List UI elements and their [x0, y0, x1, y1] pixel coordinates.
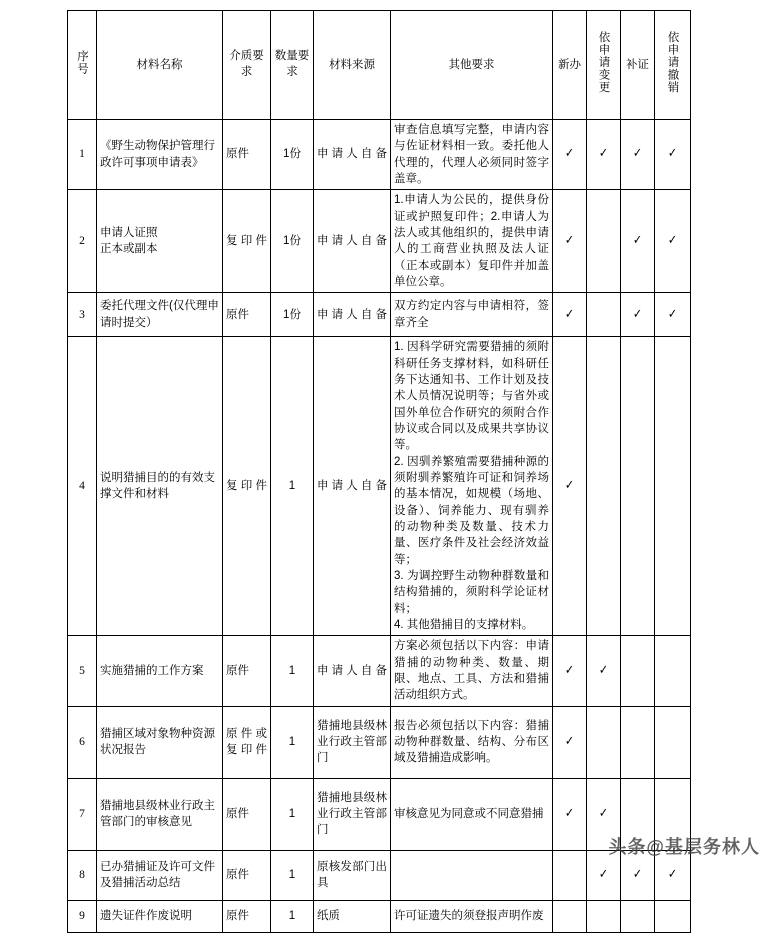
cell-reissue-certificate — [621, 900, 655, 932]
cell-material-source: 申请人自备 — [314, 120, 391, 190]
table-row — [68, 900, 691, 932]
material-name-line: 猎捕地县级林业行政主管部门的审核意见 — [100, 799, 215, 828]
cell-medium-requirement: 原件 — [223, 900, 271, 932]
cell-new-application — [553, 120, 587, 190]
header-material-source — [314, 11, 391, 120]
empty-cell-marker — [637, 918, 638, 919]
header-quantity-requirement-label: 数量要求 — [274, 50, 310, 78]
table-row — [68, 293, 691, 337]
cell-revoke-on-request — [655, 636, 691, 706]
cell-revoke-on-request — [655, 778, 691, 850]
cell-medium-requirement: 原件 — [223, 120, 271, 190]
other-requirement-line: 审查信息填写完整，申请内容与佐证材料相一致。委托他人代理的，代理人必须同时签字盖章。 — [394, 124, 549, 185]
check-mark-icon: ✓ — [564, 478, 575, 494]
cell-change-on-request — [587, 706, 621, 778]
cell-other-requirements — [391, 636, 553, 706]
cell-revoke-on-request — [655, 337, 691, 636]
cell-other-requirements — [391, 337, 553, 636]
header-other-requirements — [391, 11, 553, 120]
material-name-line: 正本或副本 — [100, 243, 158, 256]
other-requirement-line: 报告必须包括以下内容：猎捕动物种群数量、结构、分布区域及猎捕造成影响。 — [394, 719, 549, 765]
other-requirement-line: 1.申请人为公民的，提供身份证或护照复印件；2.申请人为法人或其他组织的，提供申请人的工商营业执照及法人证（正本或副本）复印件并加盖单位公章。 — [394, 194, 549, 288]
cell-medium-requirement: 原件 — [223, 636, 271, 706]
cell-material-name — [97, 636, 223, 706]
cell-reissue-certificate — [621, 778, 655, 850]
cell-new-application — [553, 293, 587, 337]
cell-material-source: 申请人自备 — [314, 636, 391, 706]
check-mark-icon: ✓ — [632, 233, 643, 249]
cell-change-on-request — [587, 778, 621, 850]
cell-revoke-on-request — [655, 190, 691, 293]
check-mark-icon: ✓ — [632, 306, 643, 322]
cell-quantity-requirement: 1 — [271, 778, 314, 850]
empty-cell-marker — [672, 918, 673, 919]
cell-seq: 1 — [68, 120, 97, 190]
cell-new-application — [553, 850, 587, 900]
cell-material-source: 申请人自备 — [314, 337, 391, 636]
check-mark-icon: ✓ — [564, 146, 575, 162]
cell-quantity-requirement: 1 — [271, 636, 314, 706]
cell-new-application — [553, 706, 587, 778]
cell-other-requirements — [391, 706, 553, 778]
cell-other-requirements — [391, 293, 553, 337]
cell-quantity-requirement: 1 — [271, 706, 314, 778]
cell-reissue-certificate — [621, 337, 655, 636]
table-row — [68, 120, 691, 190]
cell-change-on-request — [587, 850, 621, 900]
material-name-line: 说明猎捕目的的有效支撑文件和材料 — [100, 471, 215, 501]
header-revoke-on-request-label: 依申请撤销 — [666, 31, 679, 94]
header-material-name — [97, 11, 223, 120]
cell-new-application — [553, 337, 587, 636]
header-medium-requirement-label: 介质要求 — [229, 50, 264, 78]
cell-seq: 7 — [68, 778, 97, 850]
cell-reissue-certificate — [621, 636, 655, 706]
table-row — [68, 337, 691, 636]
header-quantity-requirement — [271, 11, 314, 120]
table-row — [68, 706, 691, 778]
cell-reissue-certificate — [621, 120, 655, 190]
check-mark-icon: ✓ — [667, 306, 678, 322]
check-mark-icon: ✓ — [564, 233, 575, 249]
cell-change-on-request — [587, 337, 621, 636]
cell-new-application — [553, 900, 587, 932]
other-requirement-line: 方案必须包括以下内容：申请猎捕的动物种类、数量、期限、地点、工具、方法和猎捕活动组织方式。 — [394, 640, 549, 702]
material-name-line: 已办猎捕证及许可文件及猎捕活动总结 — [100, 860, 215, 889]
cell-material-name — [97, 120, 223, 190]
header-seq — [68, 11, 97, 120]
material-name-line: 委托代理文件(仅代理申请时提交） — [100, 300, 219, 329]
check-mark-icon: ✓ — [598, 866, 609, 882]
header-reissue-certificate — [621, 11, 655, 120]
table-row — [68, 190, 691, 293]
cell-other-requirements — [391, 850, 553, 900]
cell-revoke-on-request — [655, 900, 691, 932]
empty-cell-marker — [672, 816, 673, 817]
check-mark-icon: ✓ — [598, 805, 609, 821]
header-seq-label: 序号 — [76, 49, 89, 75]
check-mark-icon: ✓ — [564, 805, 575, 821]
header-medium-requirement — [223, 11, 271, 120]
empty-cell-marker — [603, 317, 604, 318]
other-requirement-line: 审核意见为同意或不同意猎捕 — [394, 807, 544, 820]
cell-material-source: 原核发部门出具 — [314, 850, 391, 900]
application-materials-table — [67, 10, 691, 933]
cell-change-on-request — [587, 293, 621, 337]
table-row — [68, 636, 691, 706]
check-mark-icon: ✓ — [667, 233, 678, 249]
cell-quantity-requirement: 1 — [271, 850, 314, 900]
header-other-requirements-label: 其他要求 — [448, 58, 495, 71]
cell-quantity-requirement: 1 — [271, 337, 314, 636]
empty-cell-marker — [672, 744, 673, 745]
cell-reissue-certificate — [621, 190, 655, 293]
cell-seq: 9 — [68, 900, 97, 932]
material-name-line: 猎捕区域对象物种资源状况报告 — [100, 727, 215, 756]
check-mark-icon: ✓ — [564, 306, 575, 322]
cell-seq: 2 — [68, 190, 97, 293]
cell-reissue-certificate — [621, 850, 655, 900]
empty-cell-marker — [672, 673, 673, 674]
cell-seq: 3 — [68, 293, 97, 337]
cell-other-requirements — [391, 778, 553, 850]
empty-cell-marker — [637, 673, 638, 674]
empty-cell-marker — [603, 744, 604, 745]
cell-seq: 8 — [68, 850, 97, 900]
empty-cell-marker — [603, 243, 604, 244]
header-revoke-on-request — [655, 11, 691, 120]
header-row — [68, 11, 691, 120]
cell-material-name — [97, 190, 223, 293]
check-mark-icon: ✓ — [632, 866, 643, 882]
empty-cell-marker — [637, 816, 638, 817]
material-name-line: 《野生动物保护管理行政许可事项申请表》 — [100, 140, 215, 169]
cell-new-application — [553, 778, 587, 850]
cell-other-requirements — [391, 120, 553, 190]
table-header — [68, 11, 691, 120]
cell-seq: 5 — [68, 636, 97, 706]
cell-reissue-certificate — [621, 293, 655, 337]
check-mark-icon: ✓ — [598, 146, 609, 162]
material-name-line: 申请人证照 — [100, 226, 158, 239]
cell-material-source: 纸质 — [314, 900, 391, 932]
cell-material-name — [97, 293, 223, 337]
cell-quantity-requirement: 1 — [271, 900, 314, 932]
table-body — [68, 120, 691, 933]
cell-change-on-request — [587, 190, 621, 293]
empty-cell-marker — [637, 744, 638, 745]
empty-cell-marker — [569, 877, 570, 878]
cell-material-source: 猎捕地县级林业行政主管部门 — [314, 778, 391, 850]
other-requirement-line: 4. 其他猎捕目的支撑材料。 — [394, 618, 534, 631]
cell-other-requirements — [391, 190, 553, 293]
watermark: 头条@基层务林人 — [608, 837, 760, 857]
cell-new-application — [553, 636, 587, 706]
cell-medium-requirement: 复印件 — [223, 337, 271, 636]
other-requirement-line: 双方约定内容与申请相符，签章齐全 — [394, 300, 549, 329]
header-material-source-label: 材料来源 — [329, 58, 375, 71]
cell-medium-requirement: 原件或复印件 — [223, 706, 271, 778]
other-requirement-line: 1. 因科学研究需要猎捕的须附科研任务支撑材料，如科研任务下达通知书、工作计划及技术人员情况说明等；与省外或国外单位合作研究的须附合作协议或合同以及成果共享协议等。 — [394, 341, 549, 452]
cell-material-source: 申请人自备 — [314, 293, 391, 337]
cell-revoke-on-request — [655, 293, 691, 337]
cell-revoke-on-request — [655, 850, 691, 900]
cell-medium-requirement: 复印件 — [223, 190, 271, 293]
cell-material-name — [97, 850, 223, 900]
cell-revoke-on-request — [655, 706, 691, 778]
cell-revoke-on-request — [655, 120, 691, 190]
cell-new-application — [553, 190, 587, 293]
cell-change-on-request — [587, 900, 621, 932]
table-row — [68, 850, 691, 900]
cell-material-source: 申请人自备 — [314, 190, 391, 293]
other-requirement-line: 许可证遗失的须登报声明作废 — [394, 909, 544, 922]
check-mark-icon: ✓ — [598, 662, 609, 678]
cell-material-name — [97, 900, 223, 932]
cell-reissue-certificate — [621, 706, 655, 778]
empty-cell-marker — [603, 918, 604, 919]
other-requirement-line: 3. 为调控野生动物种群数量和结构猎捕的，须附科学论证材料； — [394, 569, 549, 615]
cell-change-on-request — [587, 636, 621, 706]
cell-medium-requirement: 原件 — [223, 850, 271, 900]
header-reissue-certificate-label: 补证 — [626, 58, 649, 71]
cell-other-requirements — [391, 900, 553, 932]
cell-seq: 6 — [68, 706, 97, 778]
cell-medium-requirement: 原件 — [223, 778, 271, 850]
table-row — [68, 778, 691, 850]
cell-quantity-requirement: 1份 — [271, 120, 314, 190]
cell-change-on-request — [587, 120, 621, 190]
header-material-name-label: 材料名称 — [136, 58, 183, 71]
empty-cell-marker — [672, 488, 673, 489]
cell-quantity-requirement: 1份 — [271, 293, 314, 337]
cell-material-source: 猎捕地县级林业行政主管部门 — [314, 706, 391, 778]
material-name-line: 遗失证件作废说明 — [100, 909, 192, 922]
cell-material-name — [97, 337, 223, 636]
header-change-on-request — [587, 11, 621, 120]
empty-cell-marker — [569, 918, 570, 919]
cell-medium-requirement: 原件 — [223, 293, 271, 337]
check-mark-icon: ✓ — [667, 866, 678, 882]
check-mark-icon: ✓ — [564, 662, 575, 678]
check-mark-icon: ✓ — [564, 733, 575, 749]
other-requirement-line: 2. 因驯养繁殖需要猎捕种源的须附驯养繁殖许可证和饲养场的基本情况，如规模（场地、设备）、饲养能力、现有驯养的动物种类及数量、技术力量、医疗条件及社会经济效益等； — [394, 455, 549, 566]
cell-quantity-requirement: 1份 — [271, 190, 314, 293]
check-mark-icon: ✓ — [632, 146, 643, 162]
cell-material-name — [97, 706, 223, 778]
empty-cell-marker — [603, 488, 604, 489]
check-mark-icon: ✓ — [667, 146, 678, 162]
header-change-on-request-label: 依申请变更 — [597, 31, 610, 94]
header-new-application-label: 新办 — [558, 58, 581, 71]
material-name-line: 实施猎捕的工作方案 — [100, 664, 204, 677]
empty-cell-marker — [637, 488, 638, 489]
cell-material-name — [97, 778, 223, 850]
cell-seq: 4 — [68, 337, 97, 636]
header-new-application — [553, 11, 587, 120]
